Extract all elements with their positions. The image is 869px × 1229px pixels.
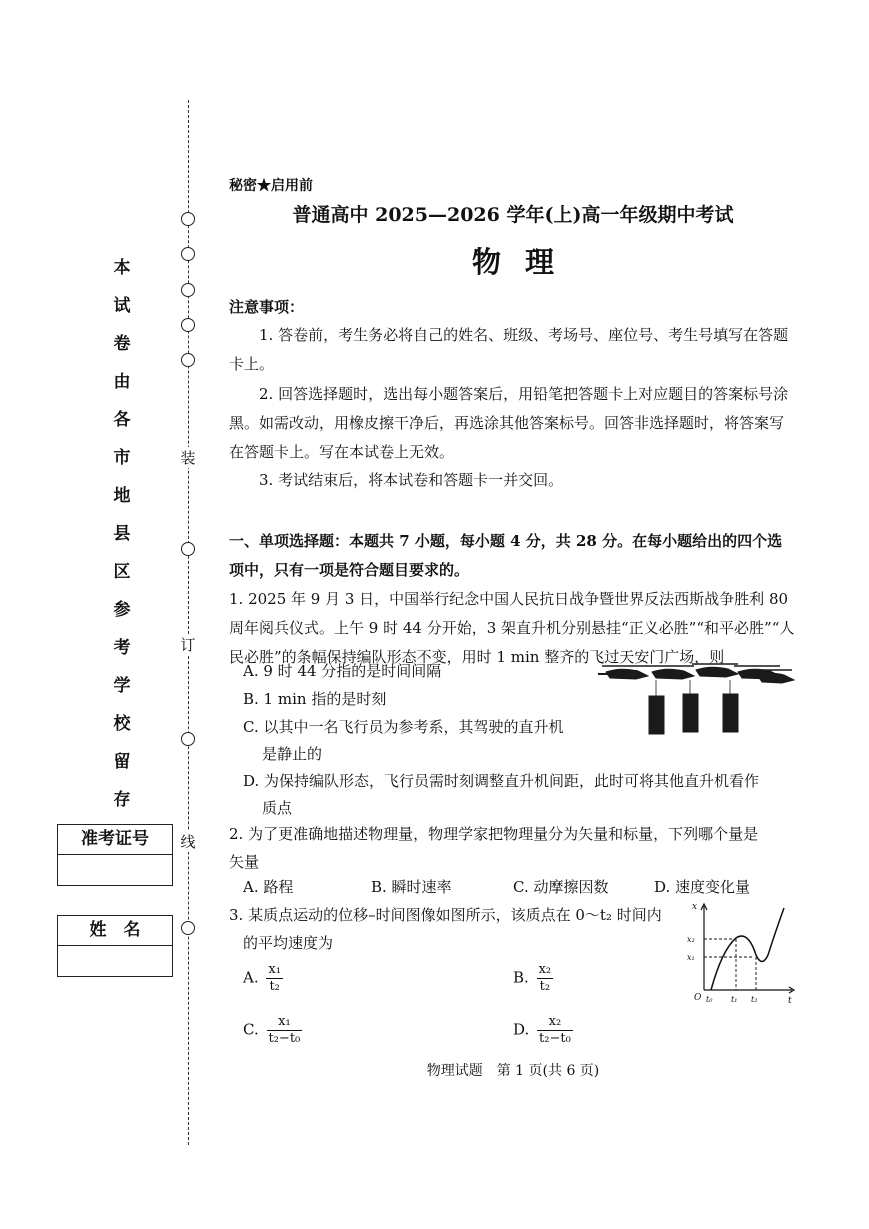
binding-hole [181, 732, 195, 746]
q1-option-b: B. 1 min 指的是时刻 [243, 690, 387, 708]
q1-option-a: A. 9 时 44 分指的是时间间隔 [243, 662, 442, 680]
graph-t-label: t [788, 996, 792, 1005]
q3-option-d-fraction [537, 1014, 573, 1047]
notice-heading: 注意事项： [229, 298, 305, 316]
graph-x-label: x [692, 902, 698, 912]
q3-option-b-label: B. [513, 968, 529, 987]
graph-t1-label: t₁ [731, 995, 738, 1004]
question-3-stem-cont: 的平均速度为 [243, 934, 334, 952]
q3-option-a [243, 962, 283, 995]
binding-char-xian: 线 [180, 833, 196, 851]
q3-option-d-num: x₂ [537, 1014, 573, 1031]
exam-id-box [57, 824, 173, 886]
banner-heping [683, 694, 698, 732]
side-char: 卷 [113, 334, 131, 354]
side-char: 校 [113, 714, 131, 734]
binding-hole [181, 542, 195, 556]
name-box [57, 915, 173, 977]
side-char: 考 [113, 638, 131, 658]
question-2-stem: 2. 为了更准确地描述物理量，物理学家把物理量分为矢量和标量，下列哪个量是 [229, 825, 759, 843]
side-char: 县 [113, 524, 131, 544]
binding-hole [181, 283, 195, 297]
exam-id-field[interactable] [58, 855, 172, 885]
q3-option-c [243, 1014, 302, 1047]
binding-hole [181, 921, 195, 935]
banner-zhengyi [649, 696, 664, 734]
banner-renmin [723, 694, 738, 732]
notice-item: 1. 答卷前，考生务必将自己的姓名、班级、考场号、座位号、考生号填写在答题卡上。 [229, 326, 789, 373]
helicopter-icon [598, 666, 648, 679]
graph-origin-label: O [694, 993, 702, 1003]
position-time-graph [684, 900, 799, 1005]
graph-x2-label: x₂ [687, 935, 695, 944]
side-char: 本 [113, 258, 131, 278]
q3-option-a-den: t₂ [269, 979, 280, 994]
q3-option-d [513, 1014, 573, 1047]
section-heading-text: 一、单项选择题：本题共 7 小题，每小题 4 分，共 28 分。在每小题给出的四个选项中，只有一项是符合题目要求的。 [229, 532, 783, 579]
q3-option-b [513, 962, 553, 995]
graph-x1-label: x₁ [687, 953, 695, 962]
helicopter-icon [692, 664, 738, 677]
exam-id-label: 准考证号 [58, 825, 172, 855]
q3-option-a-num: x₁ [268, 962, 281, 977]
side-char: 地 [113, 486, 131, 506]
notice-item: 3. 考试结束后，将本试卷和答题卡一并交回。 [259, 471, 564, 489]
binding-hole [181, 247, 195, 261]
side-char: 学 [113, 676, 131, 696]
q3-option-b-fraction [537, 962, 554, 995]
graph-t2-label: t₂ [751, 995, 758, 1004]
motion-curve [711, 908, 784, 990]
binding-hole [181, 318, 195, 332]
q2-option-c: C. 动摩擦因数 [513, 878, 609, 896]
helicopter-icon [648, 666, 694, 679]
q1-option-d: D. 为保持编队形态，飞行员需时刻调整直升机间距，此时可将其他直升机看作 [243, 772, 760, 790]
binding-char-ding: 订 [180, 636, 196, 654]
q2-option-a: A. 路程 [243, 878, 294, 896]
side-char: 试 [113, 296, 131, 316]
side-char: 存 [113, 790, 131, 810]
notice-item: 2. 回答选择题时，选出每小题答案后，用铅笔把答题卡上对应题目的答案标号涂黑。如需改动，用橡皮擦干净后，再选涂其他答案标号。回答非选择题时，将答案写在答题卡上。写在本试卷上无效。 [229, 385, 789, 461]
q3-option-b-num: x₂ [538, 962, 552, 977]
name-label: 姓 名 [58, 916, 172, 946]
q3-option-c-den: t₂−t₀ [268, 1031, 301, 1046]
q3-option-c-fraction [267, 1014, 303, 1047]
q3-option-b-den: t₂ [539, 979, 551, 994]
q3-option-a-label: A. [243, 968, 259, 987]
secret-label: 秘密★启用前 [229, 178, 313, 194]
side-char: 区 [113, 562, 131, 582]
q3-option-a-fraction [266, 962, 283, 995]
section-heading [229, 527, 797, 585]
q1-option-d-cont: 质点 [262, 799, 293, 817]
q3-option-d-label: D. [513, 1020, 530, 1039]
q3-option-c-label: C. [243, 1020, 259, 1039]
side-char: 市 [113, 448, 131, 468]
side-char: 留 [113, 752, 131, 772]
exam-title: 普通高中 2025—2026 学年(上)高一年级期中考试 [292, 204, 734, 226]
q1-option-c-cont: 是静止的 [262, 745, 323, 763]
side-char: 各 [113, 410, 131, 430]
side-char: 由 [113, 372, 131, 392]
side-char: 参 [113, 600, 131, 620]
binding-hole [181, 212, 195, 226]
graph-t0-label: t₀ [706, 995, 713, 1004]
subject-title: 物理 [471, 245, 578, 279]
q3-option-d-den: t₂−t₀ [539, 1031, 571, 1046]
q2-option-b: B. 瞬时速率 [371, 878, 452, 896]
name-field[interactable] [58, 946, 172, 976]
binding-hole [181, 353, 195, 367]
binding-char-zhuang: 装 [180, 449, 196, 467]
q1-option-c: C. 以其中一名飞行员为参考系，其驾驶的直升机 [243, 718, 564, 736]
question-3-stem: 3. 某质点运动的位移–时间图像如图所示，该质点在 0～t₂ 时间内 [229, 906, 662, 924]
q2-option-d: D. 速度变化量 [654, 878, 751, 896]
q3-option-c-num: x₁ [267, 1014, 303, 1031]
page-footer: 物理试题 第 1 页(共 6 页) [426, 1063, 600, 1079]
helicopter-formation-image [596, 660, 796, 765]
question-2-stem-cont: 矢量 [229, 853, 260, 871]
question-1-stem: 1. 2025 年 9 月 3 日，中国举行纪念中国人民抗日战争暨世界反法西斯战争胜利 80 周年阅兵仪式。上午 9 时 44 分开始，3 架直升机分别悬挂“正义必胜”“和平必胜”“人民必胜”的条幅保持编队形态不变，用时 1 min 整齐的飞过天安门广场，则 [229, 590, 795, 666]
